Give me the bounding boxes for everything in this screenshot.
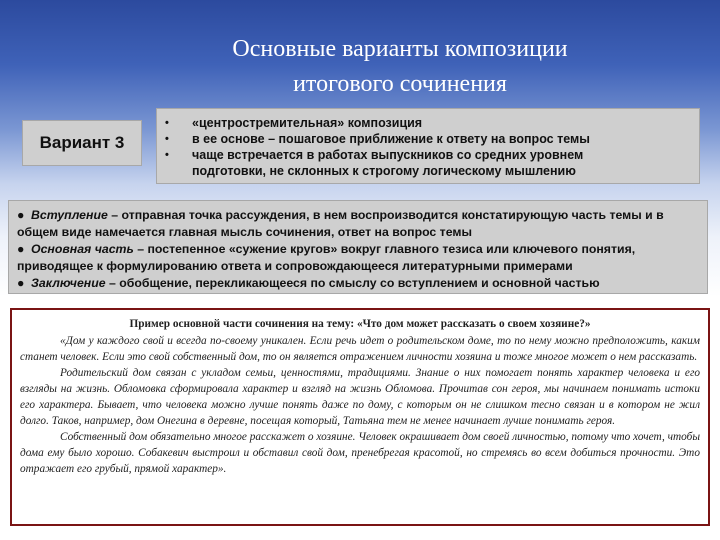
characteristics-box (156, 108, 700, 184)
slide-title (150, 32, 650, 102)
main-text: – постепенное «сужение кругов» вокруг главного тезиса или ключевого понятия, приводящее к формулированию ответа и сопровождающееся литературными примерами (17, 242, 636, 273)
characteristic-item-continuation: подготовки, не склонных к строгому логическому мышлению (192, 164, 576, 178)
section-marker: ● (17, 208, 25, 222)
bullet-glyph: • (165, 133, 169, 145)
example-paragraph: Собственный дом обязательно многое расскажет о хозяине. Человек окрашивает дом своей личностью, потому что хочет, чтобы дома ему было хорошо. Собакевич выстроил и обставил свой дом, пренебрегая красотой, но стремясь во всем добиться прочности. Это отражает его грубый, прямой характер». (20, 431, 700, 475)
structure-box (8, 200, 708, 294)
section-conclusion (17, 275, 701, 292)
title-line-1: Основные варианты композиции (232, 36, 568, 62)
bullet-glyph: • (165, 117, 169, 129)
main-label: Основная часть (31, 242, 134, 256)
characteristic-item: • чаще встречается в работах выпускников со средних уровнем (165, 148, 584, 162)
variant-label-box (22, 120, 142, 166)
bullet-glyph: • (165, 149, 169, 161)
section-main (17, 241, 701, 275)
characteristic-item: • в ее основе – пошаговое приближение к ответу на вопрос темы (165, 132, 590, 146)
section-marker: ● (17, 276, 25, 290)
conclusion-label: Заключение (31, 276, 106, 290)
characteristics-list (157, 109, 699, 179)
example-heading: Пример основной части сочинения на тему: «Что дом может рассказать о своем хозяине?» (129, 318, 591, 330)
conclusion-text: – обобщение, перекликающееся по смыслу со вступлением и основной частью (105, 276, 600, 290)
intro-text: – отправная точка рассуждения, в нем воспроизводится констатирующую часть темы и в общем виде намечается главная мысль сочинения, ответ на вопрос темы (17, 208, 664, 239)
example-paragraph: Родительский дом связан с укладом семьи, ценностями, традициями. Знание о них помогает понять характер человека и его взгляды на жизнь. Обломовка сформировала характер и взгляд на жизнь Обломова. Прочитав сон героя, мы начинаем понимать истоки его характера. Бывает, что человека можно лучше понять даже по дому, с которым он не слишком тесно связан и в котором не жил долго. Таков, например, дом Онегина в деревне, посещая который, Татьяна тем не менее начинает лучше понимать героя. (20, 367, 700, 427)
section-marker: ● (17, 242, 25, 256)
example-box (10, 308, 710, 526)
variant-label: Вариант 3 (39, 133, 125, 152)
characteristic-item: • «центростремительная» композиция (165, 116, 423, 130)
intro-label: Вступление (31, 208, 108, 222)
section-intro (17, 207, 701, 241)
example-paragraph: «Дом у каждого свой и всегда по-своему уникален. Если речь идет о родительском доме, то по нему можно предположить, каким станет человек. Если это свой собственный дом, то он является отражением личности хозяина и тоже многое может о нем рассказать. (20, 335, 700, 363)
title-line-2: итогового сочинения (293, 71, 507, 97)
